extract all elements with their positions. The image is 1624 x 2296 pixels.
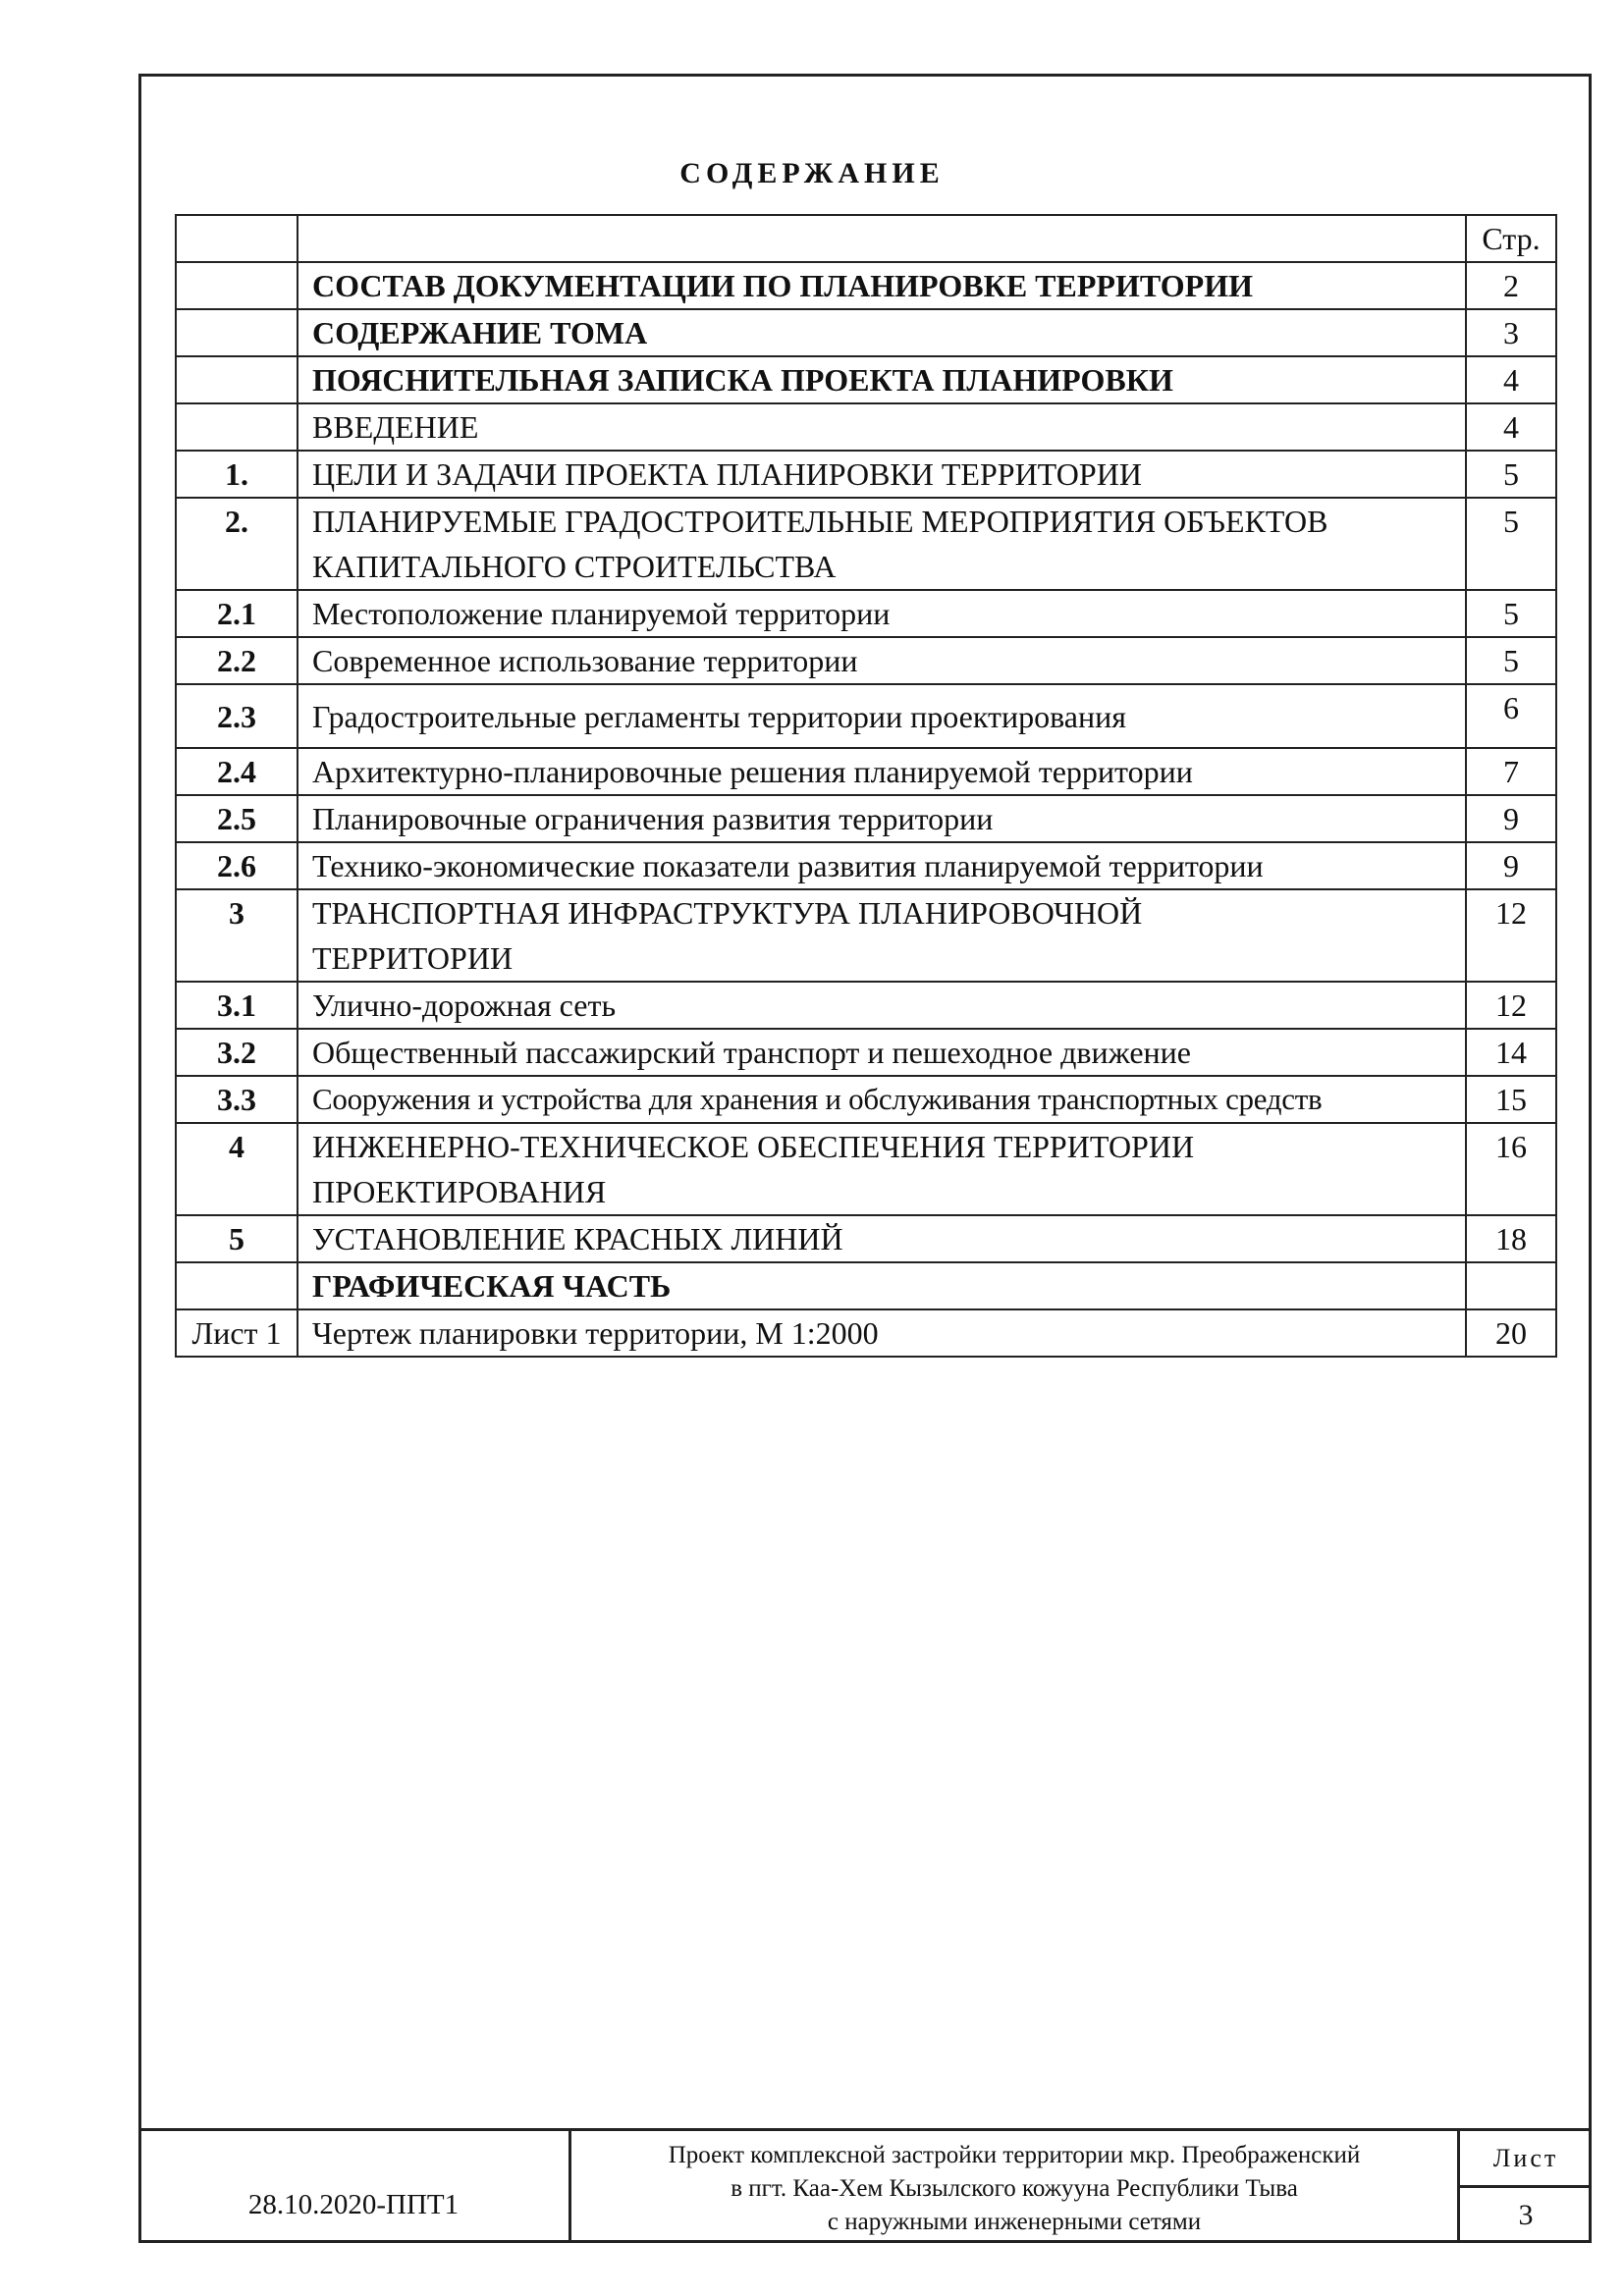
row-title: Архитектурно-планировочные решения планируемой территории <box>298 748 1466 795</box>
table-row <box>176 498 1556 590</box>
row-page: 15 <box>1466 1076 1556 1123</box>
table-row <box>176 451 1556 498</box>
table-row <box>176 982 1556 1029</box>
row-title: Градостроительные регламенты территории проектирования <box>298 684 1466 748</box>
row-num: 1. <box>176 451 298 498</box>
row-page: 5 <box>1466 451 1556 498</box>
row-page <box>1466 1262 1556 1309</box>
row-title: СОСТАВ ДОКУМЕНТАЦИИ ПО ПЛАНИРОВКЕ ТЕРРИТОРИИ <box>298 262 1466 309</box>
row-title: Сооружения и устройства для хранения и обслуживания транспортных средств <box>298 1076 1466 1123</box>
table-row <box>176 1123 1556 1215</box>
row-page: 20 <box>1466 1309 1556 1357</box>
row-num: 2. <box>176 498 298 590</box>
row-page: 4 <box>1466 356 1556 403</box>
row-title <box>298 889 1466 982</box>
row-num <box>176 1262 298 1309</box>
document-code: 28.10.2020-ППТ1 <box>138 2131 571 2243</box>
project-description-line: с наружными инженерными сетями <box>827 2209 1202 2235</box>
row-num: 3.1 <box>176 982 298 1029</box>
table-row <box>176 795 1556 842</box>
table-row <box>176 1076 1556 1123</box>
row-num: 3 <box>176 889 298 982</box>
row-page: 5 <box>1466 637 1556 684</box>
row-title-line: ПРОЕКТИРОВАНИЯ <box>312 1174 607 1209</box>
row-num: 2.2 <box>176 637 298 684</box>
row-title: Современное использование территории <box>298 637 1466 684</box>
row-page: 2 <box>1466 262 1556 309</box>
table-row <box>176 1262 1556 1309</box>
row-num <box>176 309 298 356</box>
row-num <box>176 356 298 403</box>
row-page: 5 <box>1466 590 1556 637</box>
row-title-line: ПЛАНИРУЕМЫЕ ГРАДОСТРОИТЕЛЬНЫЕ МЕРОПРИЯТИЯ ОБЪЕКТОВ <box>312 504 1328 539</box>
row-title-line: ТЕРРИТОРИИ <box>312 940 514 976</box>
row-num <box>176 262 298 309</box>
row-page: 9 <box>1466 795 1556 842</box>
row-page: 18 <box>1466 1215 1556 1262</box>
table-row <box>176 889 1556 982</box>
project-description <box>571 2131 1460 2243</box>
table-row <box>176 356 1556 403</box>
row-page: 9 <box>1466 842 1556 889</box>
row-num: 3.3 <box>176 1076 298 1123</box>
row-title-line: ТРАНСПОРТНАЯ ИНФРАСТРУКТУРА ПЛАНИРОВОЧНОЙ <box>312 895 1143 931</box>
row-title: Улично-дорожная сеть <box>298 982 1466 1029</box>
row-num: Лист 1 <box>176 1309 298 1357</box>
page-title: СОДЕРЖАНИЕ <box>679 157 945 189</box>
table-row <box>176 748 1556 795</box>
row-title: Общественный пассажирский транспорт и пешеходное движение <box>298 1029 1466 1076</box>
table-row <box>176 590 1556 637</box>
row-page: 16 <box>1466 1123 1556 1215</box>
row-num <box>176 403 298 451</box>
row-title: ВВЕДЕНИЕ <box>298 403 1466 451</box>
table-row <box>176 842 1556 889</box>
row-page: 12 <box>1466 982 1556 1029</box>
row-page: 3 <box>1466 309 1556 356</box>
row-num: 2.6 <box>176 842 298 889</box>
sheet-label: Лист <box>1460 2131 1592 2188</box>
row-page: 7 <box>1466 748 1556 795</box>
row-title: ГРАФИЧЕСКАЯ ЧАСТЬ <box>298 1262 1466 1309</box>
table-row <box>176 637 1556 684</box>
row-title <box>298 1123 1466 1215</box>
table-row <box>176 262 1556 309</box>
row-title: ЦЕЛИ И ЗАДАЧИ ПРОЕКТА ПЛАНИРОВКИ ТЕРРИТОРИИ <box>298 451 1466 498</box>
row-title-line: ИНЖЕНЕРНО-ТЕХНИЧЕСКОЕ ОБЕСПЕЧЕНИЯ ТЕРРИТОРИИ <box>312 1129 1195 1164</box>
row-page: 5 <box>1466 498 1556 590</box>
header-num-cell <box>176 215 298 262</box>
row-num: 2.3 <box>176 684 298 748</box>
row-title-line: КАПИТАЛЬНОГО СТРОИТЕЛЬСТВА <box>312 549 837 584</box>
row-title: УСТАНОВЛЕНИЕ КРАСНЫХ ЛИНИЙ <box>298 1215 1466 1262</box>
row-title: Чертеж планировки территории, М 1:2000 <box>298 1309 1466 1357</box>
row-page: 4 <box>1466 403 1556 451</box>
table-header-row <box>176 215 1556 262</box>
table-row <box>176 684 1556 748</box>
row-page: 14 <box>1466 1029 1556 1076</box>
sheet-box <box>1460 2131 1592 2243</box>
row-page: 12 <box>1466 889 1556 982</box>
row-num: 5 <box>176 1215 298 1262</box>
row-title: СОДЕРЖАНИЕ ТОМА <box>298 309 1466 356</box>
header-name-cell <box>298 215 1466 262</box>
row-title <box>298 498 1466 590</box>
title-block <box>138 2128 1592 2243</box>
header-page-cell: Стр. <box>1466 215 1556 262</box>
project-description-line: Проект комплексной застройки территории мкр. Преображенский <box>668 2142 1361 2168</box>
row-num: 3.2 <box>176 1029 298 1076</box>
row-title: ПОЯСНИТЕЛЬНАЯ ЗАПИСКА ПРОЕКТА ПЛАНИРОВКИ <box>298 356 1466 403</box>
table-row <box>176 403 1556 451</box>
row-num: 2.1 <box>176 590 298 637</box>
row-title: Технико-экономические показатели развития планируемой территории <box>298 842 1466 889</box>
row-title: Местоположение планируемой территории <box>298 590 1466 637</box>
row-page: 6 <box>1466 684 1556 748</box>
row-num: 2.4 <box>176 748 298 795</box>
row-title: Планировочные ограничения развития территории <box>298 795 1466 842</box>
table-row <box>176 1029 1556 1076</box>
table-row <box>176 1309 1556 1357</box>
sheet-number: 3 <box>1518 2199 1534 2231</box>
table-row <box>176 309 1556 356</box>
table-row <box>176 1215 1556 1262</box>
toc-table <box>175 214 1557 1358</box>
row-num: 4 <box>176 1123 298 1215</box>
row-num: 2.5 <box>176 795 298 842</box>
project-description-line: в пгт. Каа-Хем Кызылского кожууна Республики Тыва <box>731 2175 1298 2202</box>
